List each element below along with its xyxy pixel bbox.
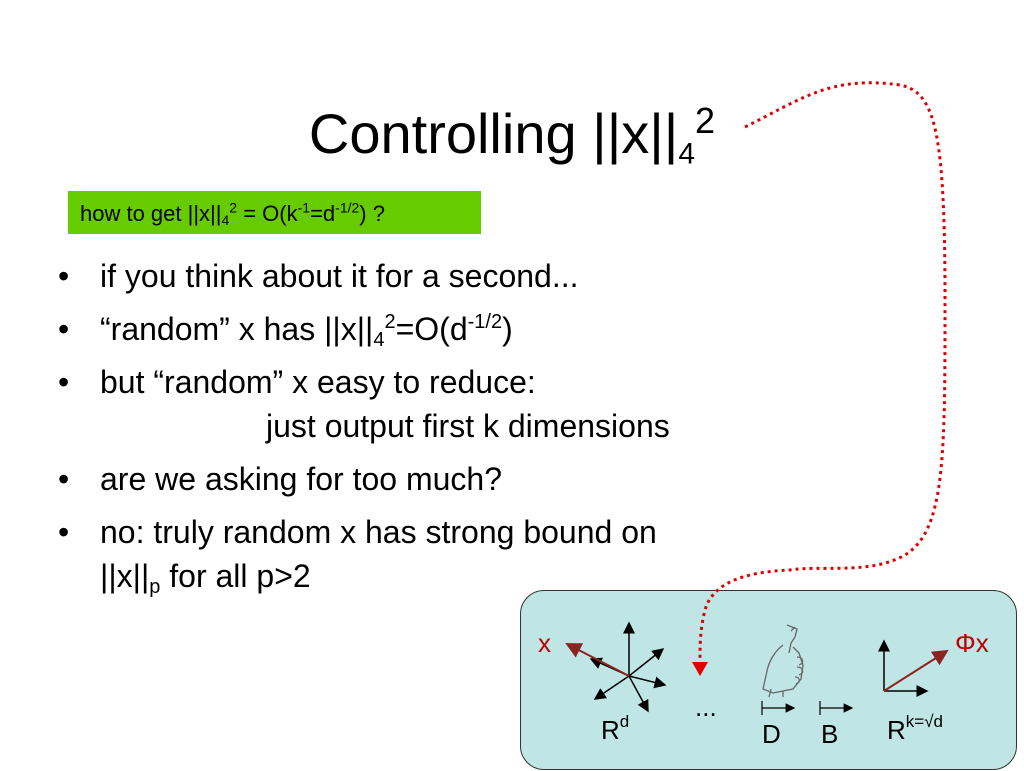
b-label: B	[821, 719, 839, 749]
dotted-connector-arrow	[700, 83, 945, 660]
bullet-text: if you think about it for a second...	[100, 258, 579, 294]
bullet-suffix: )	[502, 311, 513, 347]
title-subscript: 4	[678, 137, 696, 171]
bullet-icon: •	[58, 364, 70, 400]
phi-x-label: Φx	[955, 628, 989, 658]
callout-superscript: 2	[229, 199, 238, 216]
bullet-line-1: but “random” x easy to reduce:	[100, 364, 536, 400]
bullet-subscript: p	[149, 576, 161, 598]
bullet-icon: •	[58, 311, 70, 347]
rk-superscript: k=√d	[905, 712, 943, 732]
bullet-suffix: for all p>2	[160, 558, 311, 594]
bullet-text: are we asking for too much?	[100, 461, 502, 497]
bullet-line-2: just output first k dimensions	[266, 408, 670, 444]
bullet-superscript: 2	[384, 311, 396, 333]
callout-suffix: ) ?	[359, 201, 385, 226]
bullet-line-1: no: truly random x has strong bound on	[100, 514, 657, 550]
bullet-subscript: 4	[373, 329, 385, 351]
rk-base: R	[887, 715, 906, 745]
bullet-icon: •	[58, 258, 70, 294]
title-superscript: 2	[695, 100, 716, 142]
d-label: D	[762, 719, 781, 749]
title-text: Controlling ||x||	[308, 102, 679, 165]
bullet-prefix: “random” x has ||x||	[100, 311, 374, 347]
bullet-icon: •	[58, 461, 70, 497]
callout-mid: = O(k	[237, 201, 298, 226]
rd-superscript: d	[619, 712, 630, 732]
callout-exponent-1: -1	[297, 199, 311, 216]
bullet-mid: =O(d	[395, 311, 468, 347]
callout-prefix: how to get ||x||	[80, 201, 222, 226]
x-label: x	[538, 628, 551, 658]
bullet-icon: •	[58, 514, 70, 550]
bullet-prefix: ||x||	[100, 558, 150, 594]
rd-base: R	[601, 715, 620, 745]
callout-exponent-2: -1/2	[335, 199, 360, 216]
ellipsis: ...	[695, 692, 717, 722]
bullet-exponent: -1/2	[467, 311, 503, 333]
callout-eq: =d	[310, 201, 336, 226]
connector-arrowhead-icon	[692, 662, 708, 676]
callout-subscript: 4	[221, 212, 230, 229]
